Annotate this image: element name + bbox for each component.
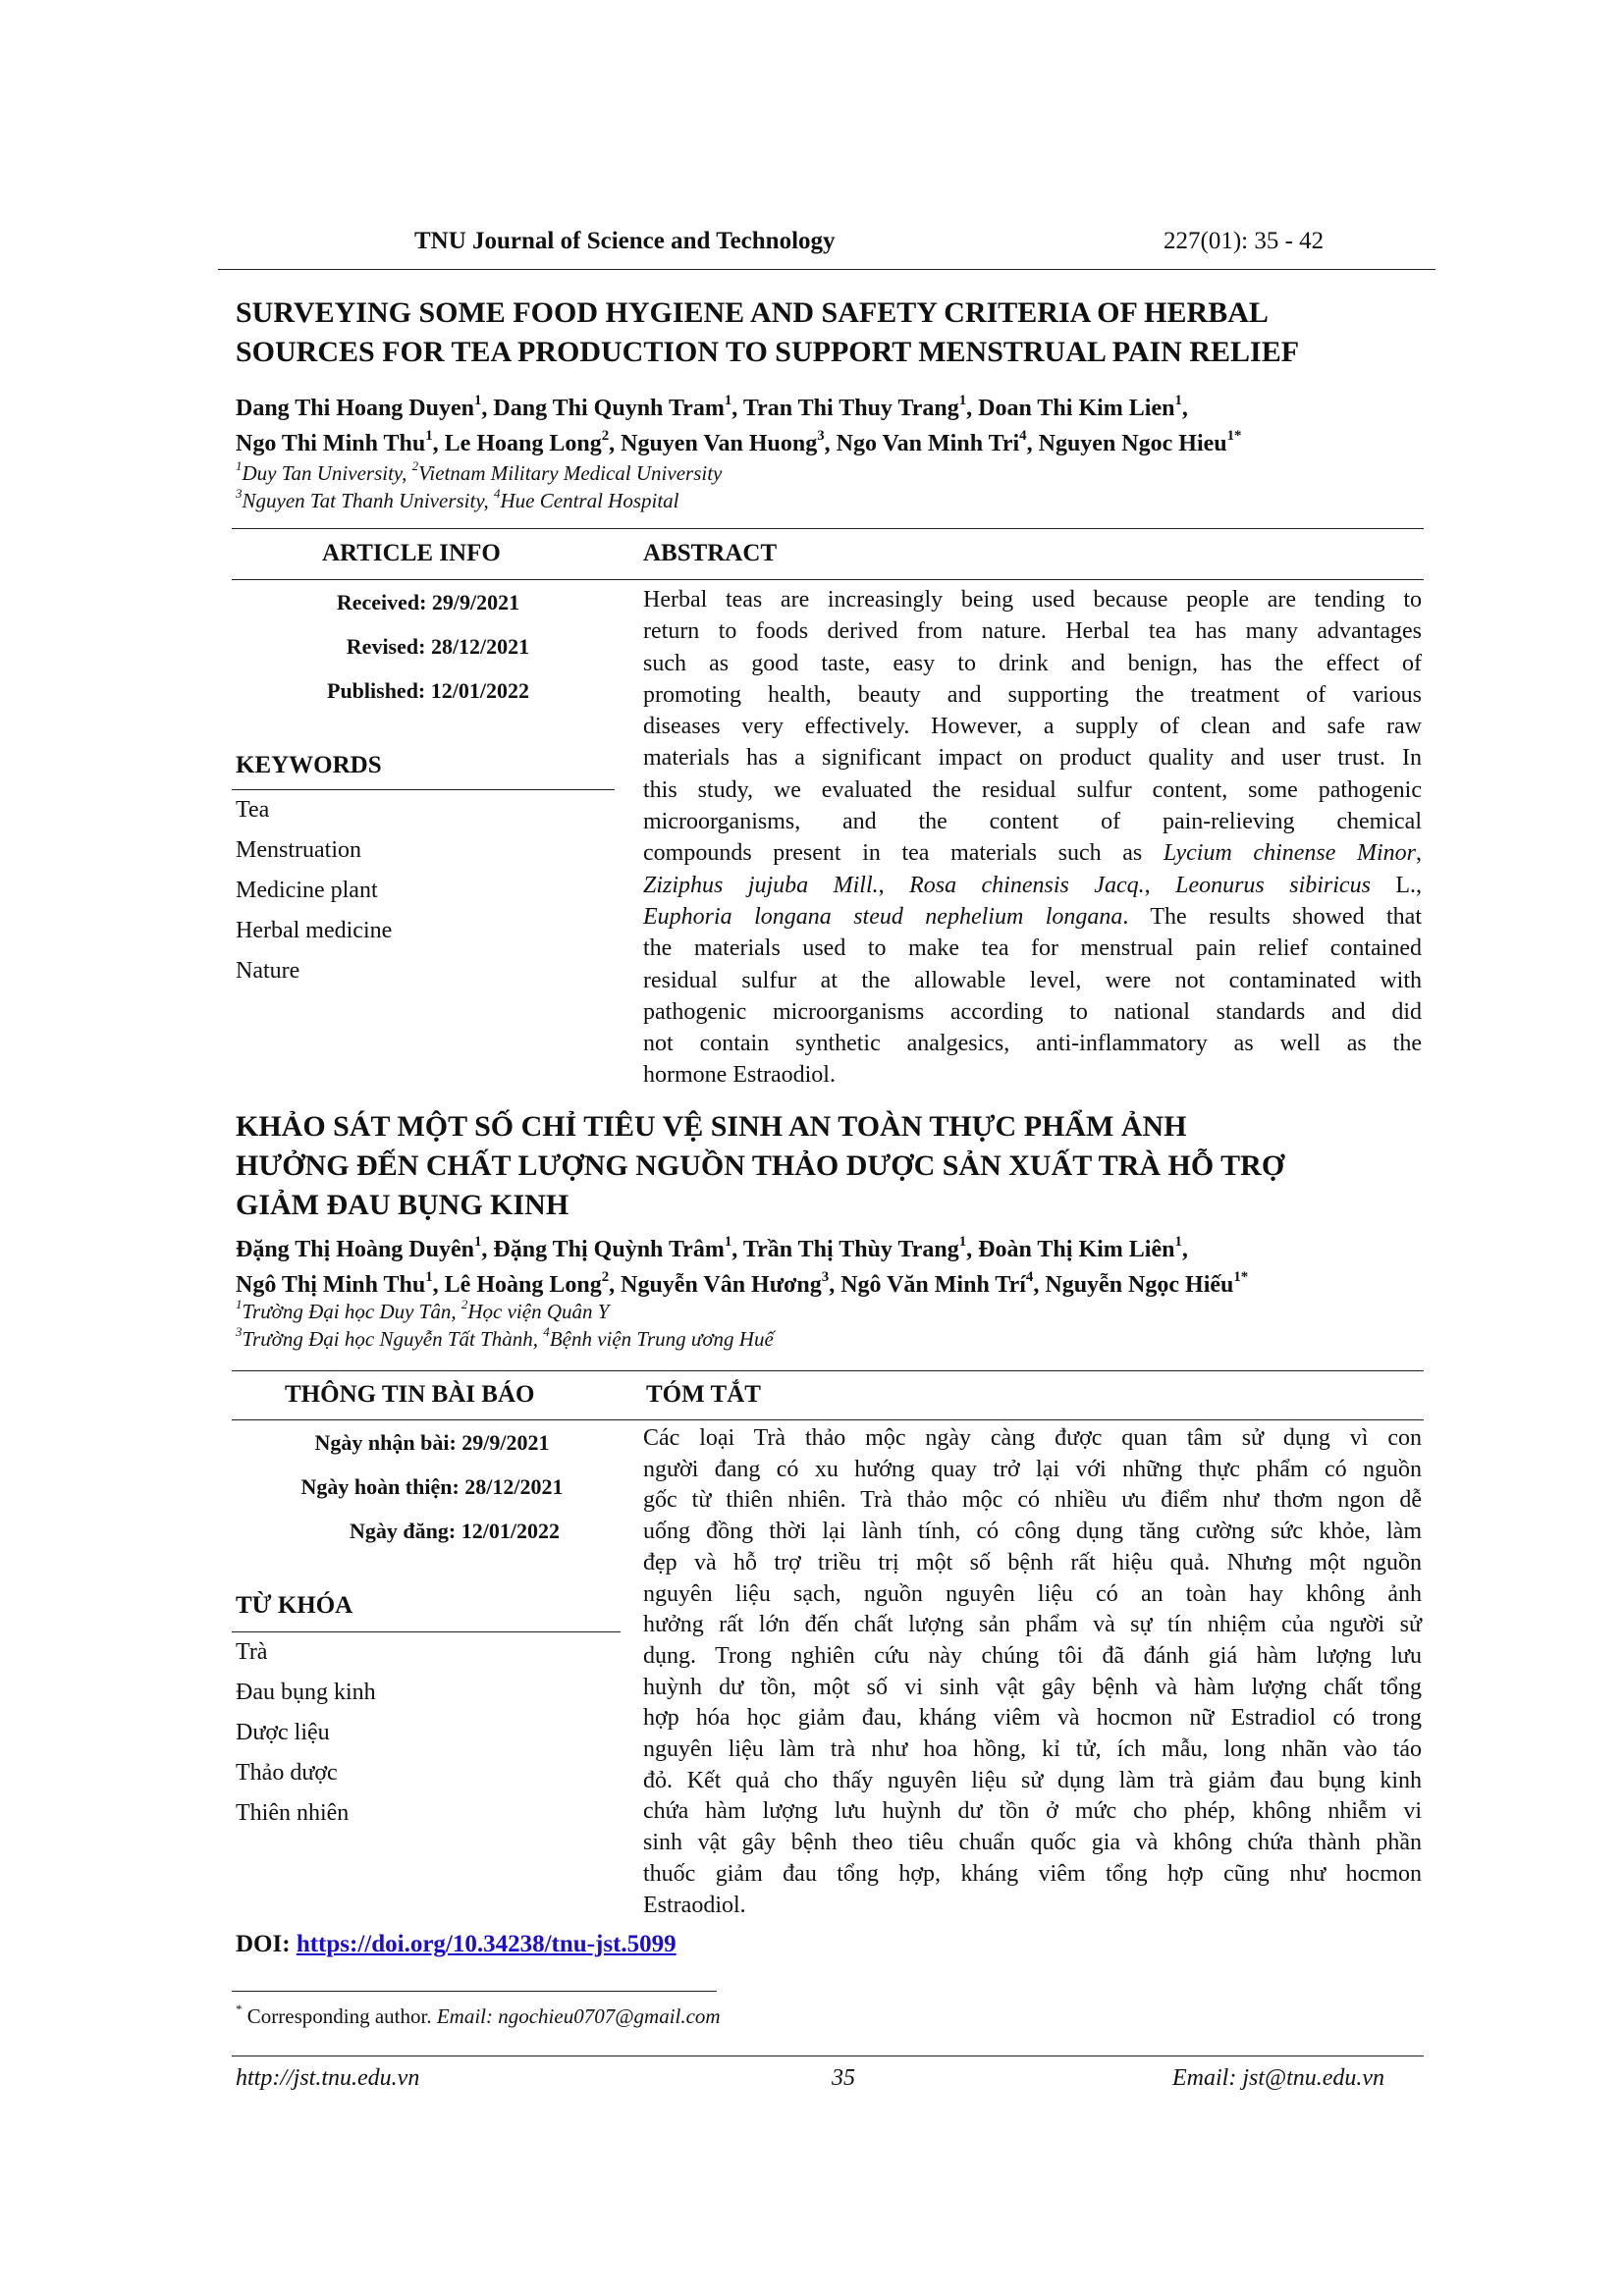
author-name: Doan Thi Kim Lien <box>978 396 1175 421</box>
published-date: Ngày đăng: 12/01/2022 <box>350 1519 560 1543</box>
keyword: Nature <box>236 958 300 984</box>
article-info-heading: ARTICLE INFO <box>322 540 501 566</box>
abstract-text: , <box>878 872 910 898</box>
separator: , <box>1181 1237 1188 1262</box>
affiliation-line <box>236 459 722 487</box>
abstract-text: compounds present in tea materials such as <box>643 840 1164 867</box>
separator: , <box>966 396 979 421</box>
keywords-list <box>236 1639 376 1841</box>
species-name: Ziziphus jujuba Mill. <box>643 872 879 898</box>
english-title <box>236 294 1434 372</box>
abstract-line: người đang có xu hướng quay trở lại với những thực phẩm có nguồn <box>643 1456 1422 1482</box>
abstract-line: đỏ. Kết quả cho thấy nguyên liệu sử dụng làm trà giảm đau bụng kinh <box>643 1767 1422 1793</box>
author-name: Trần Thị Thùy Trang <box>742 1237 959 1262</box>
separator: , <box>824 431 837 456</box>
author-name: Dang Thi Hoang Duyen <box>236 396 474 421</box>
author-sup: 2 <box>601 1268 610 1285</box>
abstract-line: gốc từ thiên nhiên. Trà thảo mộc có nhiều ưu điểm như thơm ngon dễ <box>643 1487 1422 1514</box>
affil-text: Bệnh viện Trung ương Huế <box>549 1327 774 1351</box>
author-line <box>236 1232 1443 1267</box>
author-name: Ngo Van Minh Tri <box>836 431 1020 456</box>
keyword: Thảo dược <box>236 1760 338 1786</box>
author-name: Tran Thi Thuy Trang <box>742 396 959 421</box>
species-name: Euphoria longana steud nephelium longana <box>643 903 1123 930</box>
abstract-text: L., <box>1370 872 1423 898</box>
separator: , <box>609 431 622 456</box>
author-sup: 4 <box>1025 1268 1034 1285</box>
author-sup: 2 <box>601 427 610 444</box>
header-rule <box>218 269 1435 270</box>
abstract-line: uống đồng thời lại lành tính, có công dụng tăng cường sức khỏe, làm <box>643 1519 1422 1545</box>
footnote-marker: * <box>236 2002 243 2017</box>
separator: , <box>1033 1272 1046 1298</box>
abstract-text: , <box>1416 840 1422 867</box>
affil-sup: 4 <box>494 486 501 502</box>
vietnamese-affiliations <box>236 1298 774 1353</box>
title-line: SOURCES FOR TEA PRODUCTION TO SUPPORT MENSTRUAL PAIN RELIEF <box>236 336 1300 368</box>
affil-sup: 1 <box>236 1297 243 1312</box>
received-date: Received: 29/9/2021 <box>336 590 520 614</box>
volume-pages: 227(01): 35 - 42 <box>1164 228 1325 254</box>
author-sup: 1 <box>425 427 433 444</box>
abstract-line: huỳnh dư tồn, một số vi sinh vật gây bệnh và hàm lượng chất tổng <box>643 1674 1422 1700</box>
affiliation-line <box>236 487 722 514</box>
keywords-rule <box>232 1631 621 1632</box>
english-affiliations <box>236 459 722 514</box>
abstract-line: đẹp và hỗ trợ triều trị một số bệnh rất hiệu quả. Nhưng một nguồn <box>643 1549 1422 1575</box>
separator: , <box>481 396 494 421</box>
abstract-line: not contain synthetic analgesics, anti-inflammatory as well as the <box>643 1031 1422 1057</box>
english-authors <box>236 391 1443 461</box>
author-name: Le Hoang Long <box>444 431 602 456</box>
abstract-line: thuốc giảm đau tổng hợp, kháng viêm tổng hợp cũng như hocmon <box>643 1860 1422 1887</box>
affil-sup: 2 <box>460 1297 468 1312</box>
separator: , <box>1026 431 1039 456</box>
affil-sup: 3 <box>236 1324 243 1340</box>
title-line: HƯỞNG ĐẾN CHẤT LƯỢNG NGUỒN THẢO DƯỢC SẢN XUẤT TRÀ HỖ TRỢ <box>236 1149 1285 1182</box>
author-name: Lê Hoàng Long <box>444 1272 602 1298</box>
title-line: GIẢM ĐAU BỤNG KINH <box>236 1189 569 1221</box>
abstract-line: hưởng rất lớn đến chất lượng sản phẩm và sự tín nhiệm của người sử <box>643 1612 1422 1638</box>
section-rule <box>232 528 1424 529</box>
keyword: Herbal medicine <box>236 918 393 943</box>
author-name: Ngô Thị Minh Thu <box>236 1272 426 1298</box>
doi-label: DOI: <box>236 1931 297 1957</box>
section-rule <box>232 579 1424 580</box>
affil-sup: 2 <box>411 458 419 474</box>
title-line: KHẢO SÁT MỘT SỐ CHỈ TIÊU VỆ SINH AN TOÀN THỰC PHẨM ẢNH <box>236 1110 1187 1143</box>
separator: , <box>609 1272 622 1298</box>
author-name: Đoàn Thị Kim Liên <box>978 1237 1175 1262</box>
abstract-text: . The results showed that <box>1122 903 1422 930</box>
section-rule <box>232 1419 1424 1420</box>
author-name: Đặng Thị Hoàng Duyên <box>236 1237 474 1262</box>
title-line: SURVEYING SOME FOOD HYGIENE AND SAFETY CRITERIA OF HERBAL <box>236 296 1269 329</box>
keyword: Menstruation <box>236 837 361 863</box>
vietnamese-authors <box>236 1232 1443 1303</box>
revised-date: Revised: 28/12/2021 <box>346 634 530 659</box>
separator: , <box>829 1272 841 1298</box>
abstract-line: pathogenic microorganisms according to national standards and did <box>643 998 1422 1025</box>
affil-text: Vietnam Military Medical University <box>418 461 723 485</box>
abstract-line: the materials used to make tea for menstrual pain relief contained <box>643 935 1422 962</box>
affil-text: Học viện Quân Y <box>467 1300 610 1323</box>
article-info-heading: THÔNG TIN BÀI BÁO <box>285 1381 535 1408</box>
author-name: Nguyen Ngoc Hieu <box>1038 431 1227 456</box>
footnote <box>236 2004 721 2029</box>
journal-name: TNU Journal of Science and Technology <box>414 228 836 254</box>
author-line <box>236 391 1443 426</box>
author-sup: 1 <box>1174 1233 1182 1250</box>
separator: , <box>481 1237 494 1262</box>
abstract-line: promoting health, beauty and supporting the treatment of various <box>643 681 1422 708</box>
abstract-line: residual sulfur at the allowable level, were not contaminated with <box>643 967 1422 993</box>
english-abstract <box>643 584 1422 1092</box>
author-sup: 1* <box>1233 1268 1249 1285</box>
abstract-line: such as good taste, easy to drink and benign, has the effect of <box>643 650 1422 676</box>
separator: , <box>966 1237 979 1262</box>
abstract-line: materials has a significant impact on product quality and user trust. In <box>643 745 1422 772</box>
vietnamese-title <box>236 1107 1434 1225</box>
abstract-line: Herbal teas are increasingly being used because people are tending to <box>643 587 1422 613</box>
author-sup: 1 <box>958 1233 967 1250</box>
article-dates <box>232 590 624 722</box>
revised-date: Ngày hoàn thiện: 28/12/2021 <box>300 1474 564 1499</box>
keyword: Trà <box>236 1639 268 1665</box>
affil-text: Duy Tan University, <box>242 461 412 485</box>
section-rule <box>232 1370 1424 1371</box>
abstract-line <box>643 870 1422 901</box>
separator: , <box>432 1272 445 1298</box>
footer-email[interactable]: Email: jst@tnu.edu.vn <box>1172 2065 1385 2091</box>
affil-text: Hue Central Hospital <box>500 489 679 512</box>
author-name: Nguyen Van Huong <box>621 431 818 456</box>
separator: , <box>432 431 445 456</box>
author-sup: 1 <box>473 392 482 408</box>
doi-link[interactable]: https://doi.org/10.34238/tnu-jst.5099 <box>296 1931 677 1957</box>
abstract-line: hormone Estraodiol. <box>643 1062 836 1089</box>
keyword: Medicine plant <box>236 878 378 903</box>
affil-sup: 3 <box>236 486 243 502</box>
affiliation-line <box>236 1298 774 1325</box>
species-name: Rosa chinensis Jacq. <box>909 872 1145 898</box>
species-name: Leonurus sibiricus <box>1175 872 1371 898</box>
article-dates <box>236 1430 628 1563</box>
abstract-line: sinh vật gây bệnh theo tiêu chuẩn quốc gia và không chứa thành phần <box>643 1830 1422 1856</box>
author-name: Nguyễn Ngọc Hiếu <box>1045 1272 1234 1298</box>
received-date: Ngày nhận bài: 29/9/2021 <box>314 1430 550 1455</box>
keywords-heading: KEYWORDS <box>236 752 382 778</box>
abstract-line: return to foods derived from nature. Herbal tea has many advantages <box>643 618 1422 645</box>
published-date: Published: 12/01/2022 <box>327 678 529 703</box>
author-sup: 1 <box>473 1233 482 1250</box>
author-sup: 3 <box>821 1268 830 1285</box>
author-sup: 1 <box>724 1233 732 1250</box>
affil-text: Trường Đại học Duy Tân, <box>242 1300 461 1323</box>
abstract-line: Các loại Trà thảo mộc ngày càng được quan tâm sử dụng vì con <box>643 1425 1422 1451</box>
author-name: Ngô Văn Minh Trí <box>840 1272 1026 1298</box>
abstract-line: nguyên liệu làm trà như hoa hồng, kỉ tử, ích mẫu, long nhãn vào táo <box>643 1736 1422 1763</box>
affil-sup: 4 <box>543 1324 550 1340</box>
footnote-rule <box>232 1991 717 1992</box>
author-sup: 4 <box>1019 427 1027 444</box>
abstract-line: nguyên liệu sạch, nguồn nguyên liệu có an toàn hay không ảnh <box>643 1580 1422 1607</box>
species-name: Lycium chinense Minor <box>1163 840 1416 867</box>
keywords-list <box>236 797 392 998</box>
author-name: Đặng Thị Quỳnh Trâm <box>493 1237 725 1262</box>
separator: , <box>731 1237 743 1262</box>
affil-sup: 1 <box>236 458 243 474</box>
author-sup: 1 <box>1174 392 1182 408</box>
author-name: Ngo Thi Minh Thu <box>236 431 426 456</box>
abstract-line: hợp hóa học giảm đau, kháng viêm và hocmon nữ Estradiol có trong <box>643 1705 1422 1732</box>
abstract-text: , <box>1144 872 1176 898</box>
abstract-line: chứa hàm lượng lưu huỳnh dư tồn ở mức cho phép, không nhiễm vi <box>643 1798 1422 1825</box>
abstract-line <box>643 837 1422 869</box>
keyword: Dược liệu <box>236 1720 330 1745</box>
abstract-line: Estraodiol. <box>643 1892 746 1918</box>
author-name: Dang Thi Quynh Tram <box>493 396 725 421</box>
keywords-heading: TỪ KHÓA <box>236 1592 353 1619</box>
author-line <box>236 426 1443 461</box>
vietnamese-abstract <box>643 1423 1422 1921</box>
affil-text: Trường Đại học Nguyễn Tất Thành, <box>242 1327 544 1351</box>
author-sup: 1 <box>425 1268 433 1285</box>
abstract-line: this study, we evaluated the residual sulfur content, some pathogenic <box>643 776 1422 803</box>
abstract-line: microorganisms, and the content of pain-relieving chemical <box>643 809 1422 835</box>
author-sup: 1 <box>724 392 732 408</box>
keyword: Tea <box>236 797 270 823</box>
keyword: Thiên nhiên <box>236 1800 350 1826</box>
abstract-line <box>643 901 1422 933</box>
doi-line <box>236 1931 677 1958</box>
keyword: Đau bụng kinh <box>236 1680 376 1705</box>
footer-website[interactable]: http://jst.tnu.edu.vn <box>236 2065 420 2091</box>
author-sup: 1 <box>958 392 967 408</box>
page-number: 35 <box>832 2065 855 2091</box>
author-sup: 3 <box>817 427 825 444</box>
keywords-rule <box>232 789 615 790</box>
affiliation-line <box>236 1325 774 1353</box>
affil-text: Nguyen Tat Thanh University, <box>242 489 494 512</box>
separator: , <box>1181 396 1188 421</box>
abstract-line: diseases very effectively. However, a supply of clean and safe raw <box>643 714 1422 740</box>
separator: , <box>731 396 743 421</box>
abstract-line: dụng. Trong nghiên cứu này chúng tôi đã đánh giá hàm lượng lưu <box>643 1642 1422 1669</box>
author-sup: 1* <box>1226 427 1242 444</box>
abstract-heading: TÓM TẮT <box>646 1381 761 1408</box>
footnote-email: Email: ngochieu0707@gmail.com <box>436 2004 721 2028</box>
author-name: Nguyễn Vân Hương <box>621 1272 822 1298</box>
abstract-heading: ABSTRACT <box>643 540 778 566</box>
footnote-text: Corresponding author. <box>242 2004 437 2028</box>
